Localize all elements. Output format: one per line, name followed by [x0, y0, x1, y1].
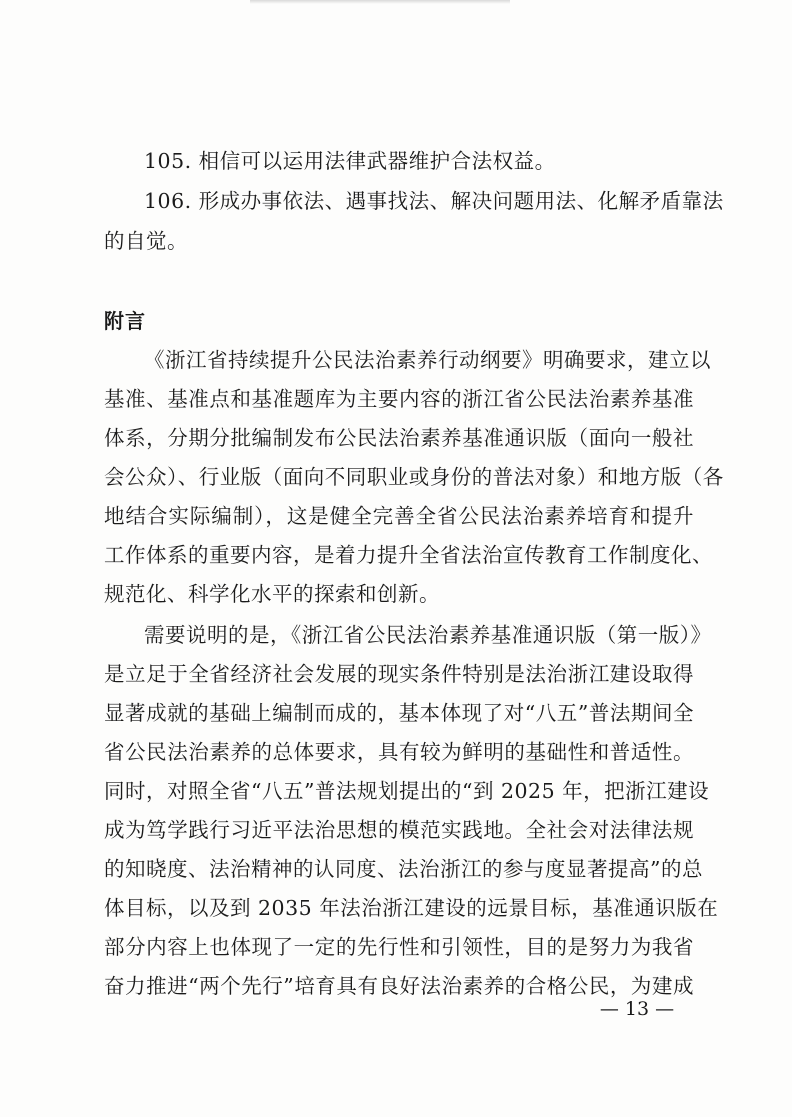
paragraph1-line7: 规范化、科学化水平的探索和创新。: [104, 582, 440, 606]
paragraph2-line4: 省公民法治素养的总体要求，具有较为鲜明的基础性和普适性。: [104, 740, 694, 764]
item-106-continuation: 的自觉。: [104, 229, 188, 253]
paragraph1-line3: 体系，分期分批编制发布公民法治素养基准通识版（面向一般社: [104, 426, 694, 450]
paragraph1-line4: 会公众）、行业版（面向不同职业或身份的普法对象）和地方版（各: [104, 465, 724, 489]
item-105: 105. 相信可以运用法律武器维护合法权益。: [144, 149, 556, 173]
paragraph2-line2: 是立足于全省经济社会发展的现实条件特别是法治浙江建设取得: [104, 662, 694, 686]
paragraph2-line7: 的知晓度、法治精神的认同度、法治浙江的参与度显著提高”的总: [104, 857, 703, 881]
scan-edge-shadow: [250, 0, 510, 4]
paragraph1-line1: 《浙江省持续提升公民法治素养行动纲要》明确要求，建立以: [144, 348, 711, 372]
item-106: 106. 形成办事依法、遇事找法、解决问题用法、化解矛盾靠法: [144, 189, 724, 213]
paragraph1-line2: 基准、基准点和基准题库为主要内容的浙江省公民法治素养基准: [104, 387, 694, 411]
paragraph2-line6: 成为笃学践行习近平法治思想的模范实践地。全社会对法律法规: [104, 818, 694, 842]
section-heading: 附言: [104, 309, 146, 333]
page-number: — 13 —: [599, 998, 675, 1020]
paragraph2-line8: 体目标，以及到 2035 年法治浙江建设的远景目标，基准通识版在: [104, 896, 719, 920]
paragraph2-line3: 显著成就的基础上编制而成的，基本体现了对“八五”普法期间全: [104, 701, 694, 725]
paragraph2-line1: 需要说明的是，《浙江省公民法治素养基准通识版（第一版）》: [144, 623, 712, 647]
paragraph2-line5: 同时，对照全省“八五”普法规划提出的“到 2025 年，把浙江建设: [104, 779, 710, 803]
paragraph2-line9: 部分内容上也体现了一定的先行性和引领性，目的是努力为我省: [104, 935, 694, 959]
paragraph1-line6: 工作体系的重要内容，是着力提升全省法治宣传教育工作制度化、: [104, 543, 713, 567]
paragraph2-line10: 奋力推进“两个先行”培育具有良好法治素养的合格公民，为建成: [104, 974, 694, 998]
paragraph1-line5: 地结合实际编制），这是健全完善全省公民法治素养培育和提升: [104, 504, 694, 528]
